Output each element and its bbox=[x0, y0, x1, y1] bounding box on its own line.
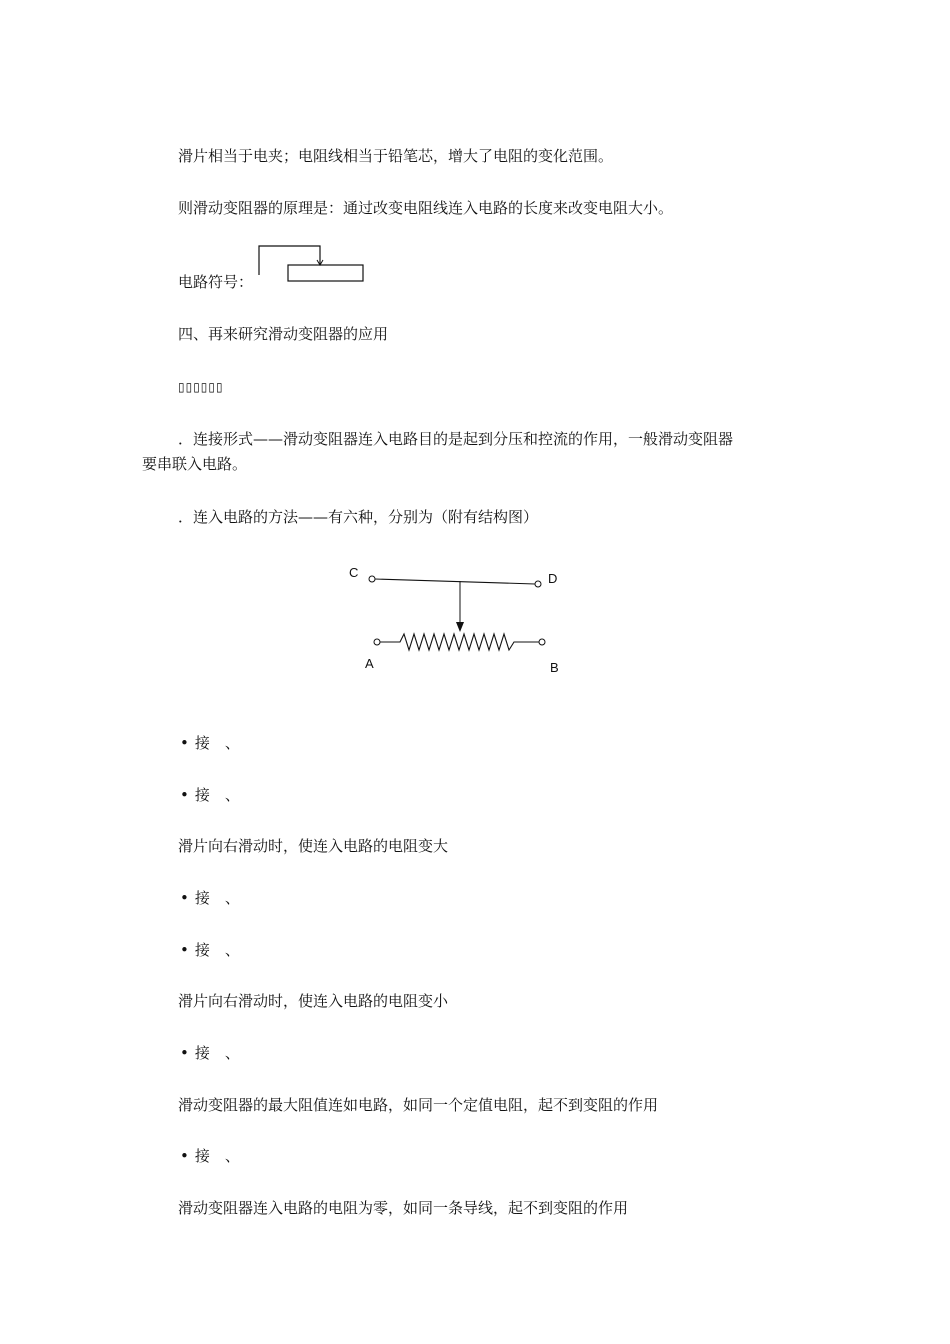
terminal-b-label: B bbox=[550, 660, 559, 675]
terminal-c bbox=[369, 576, 375, 582]
result-resistance-bigger: 滑片向右滑动时，使连入电路的电阻变大 bbox=[178, 837, 449, 855]
connection-form-line2: 要串联入电路。 bbox=[142, 455, 248, 473]
bullet-dot: • bbox=[180, 734, 189, 752]
list-item-text: 接 、 bbox=[194, 941, 240, 959]
list-item bbox=[180, 940, 240, 960]
slider-bar bbox=[375, 579, 535, 584]
resistance-wire-coil bbox=[380, 634, 539, 650]
terminal-d bbox=[535, 581, 541, 587]
bullet-dot: • bbox=[180, 1147, 189, 1165]
list-item bbox=[180, 1043, 240, 1063]
list-item-text: 接 、 bbox=[194, 1044, 240, 1062]
terminal-c-label: C bbox=[349, 565, 359, 580]
garbled-text: ▯▯▯▯▯▯ bbox=[178, 380, 224, 394]
list-item bbox=[180, 785, 240, 805]
symbol-wire bbox=[259, 246, 320, 275]
connection-form-line1: ．连接形式——滑动变阻器连入电路目的是起到分压和控流的作用，一般滑动变阻器 bbox=[178, 430, 734, 448]
terminal-d-label: D bbox=[548, 571, 558, 586]
terminal-a-label: A bbox=[365, 656, 374, 671]
slider-arrowhead bbox=[456, 622, 464, 632]
list-item bbox=[180, 888, 240, 908]
paragraph-principle: 则滑动变阻器的原理是：通过改变电阻线连入电路的长度来改变电阻大小。 bbox=[178, 199, 674, 217]
list-item bbox=[180, 1146, 240, 1166]
section-four-heading: 四、再来研究滑动变阻器的应用 bbox=[178, 325, 389, 343]
list-item-text: 接 、 bbox=[194, 786, 240, 804]
result-resistance-smaller: 滑片向右滑动时，使连入电路的电阻变小 bbox=[178, 992, 449, 1010]
rheostat-circuit-symbol bbox=[255, 240, 370, 286]
terminal-b bbox=[539, 639, 545, 645]
list-item-text: 接 、 bbox=[194, 889, 240, 907]
list-item-text: 接 、 bbox=[194, 734, 240, 752]
result-max-resistance: 滑动变阻器的最大阻值连如电路，如同一个定值电阻，起不到变阻的作用 bbox=[178, 1096, 659, 1114]
rheostat-structure-diagram bbox=[340, 560, 580, 685]
connection-method-line: ．连入电路的方法——有六种，分别为（附有结构图） bbox=[178, 508, 539, 526]
result-zero-resistance: 滑动变阻器连入电路的电阻为零，如同一条导线，起不到变阻的作用 bbox=[178, 1199, 629, 1217]
terminal-a bbox=[374, 639, 380, 645]
bullet-dot: • bbox=[180, 941, 189, 959]
bullet-dot: • bbox=[180, 1044, 189, 1062]
bullet-dot: • bbox=[180, 889, 189, 907]
symbol-resistor-box bbox=[288, 265, 363, 281]
list-item bbox=[180, 733, 240, 753]
bullet-dot: • bbox=[180, 786, 189, 804]
list-item-text: 接 、 bbox=[194, 1147, 240, 1165]
circuit-symbol-label: 电路符号： bbox=[178, 273, 254, 291]
paragraph-slider-analogy: 滑片相当于电夹；电阻线相当于铅笔芯，增大了电阻的变化范围。 bbox=[178, 147, 614, 165]
